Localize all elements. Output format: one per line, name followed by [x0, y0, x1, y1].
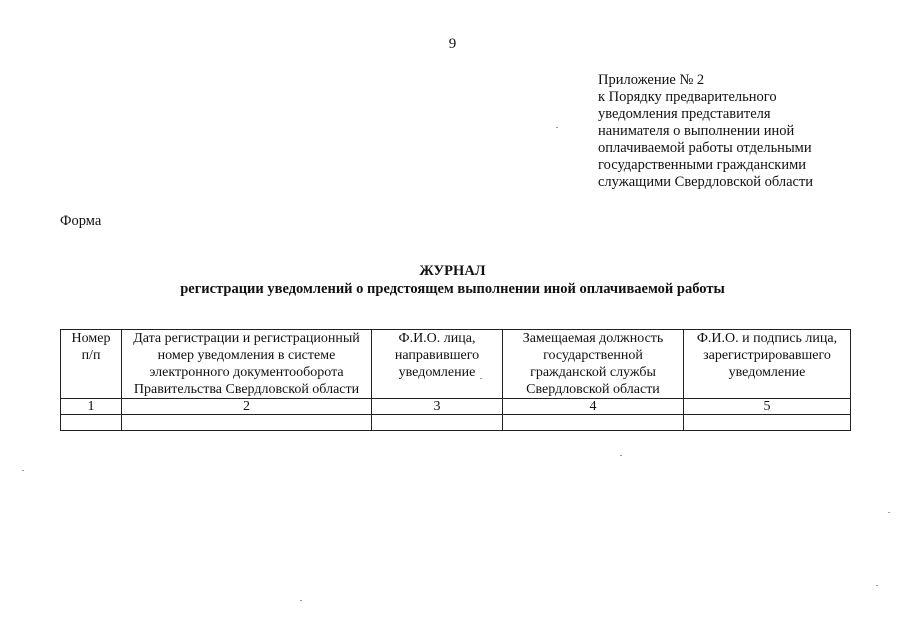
appendix-line: служащими Свердловской области	[598, 174, 814, 190]
empty-cell	[122, 415, 372, 431]
scan-speck	[876, 585, 878, 586]
journal-table	[60, 329, 851, 431]
scan-speck	[888, 512, 890, 513]
column-number: 3	[372, 399, 503, 415]
column-number: 2	[122, 399, 372, 415]
column-number-row	[61, 399, 851, 415]
empty-cell	[372, 415, 503, 431]
scan-speck	[556, 127, 558, 128]
empty-cell	[503, 415, 684, 431]
title-line-1: ЖУРНАЛ	[419, 263, 486, 279]
empty-cell	[61, 415, 122, 431]
appendix-note	[598, 72, 888, 191]
column-number: 4	[503, 399, 684, 415]
header-cell-registrar: Ф.И.О. и подпись лица, зарегистрировавшего уведомление	[684, 330, 851, 399]
scan-speck	[22, 470, 24, 471]
scan-speck	[480, 378, 482, 379]
column-number: 1	[61, 399, 122, 415]
table-row	[61, 415, 851, 431]
header-cell-position: Замещаемая должность государственной гражданской службы Свердловской области	[503, 330, 684, 399]
scan-speck	[620, 455, 622, 456]
appendix-line: государственными гражданскими	[598, 157, 807, 173]
appendix-line: к Порядку предварительного	[598, 89, 777, 105]
empty-cell	[684, 415, 851, 431]
header-cell-sender-name: Ф.И.О. лица, направившего уведомление	[372, 330, 503, 399]
appendix-line: уведомления представителя	[598, 106, 771, 122]
table-header-row	[61, 330, 851, 399]
column-number: 5	[684, 399, 851, 415]
appendix-line: оплачиваемой работы отдельными	[598, 140, 812, 156]
title-line-2: регистрации уведомлений о предстоящем выполнении иной оплачиваемой работы	[180, 281, 725, 297]
header-cell-registration: Дата регистрации и регистрационный номер уведомления в системе электронного документооборота Правительства Свердловской области	[122, 330, 372, 399]
appendix-line: Приложение № 2	[598, 72, 705, 88]
form-label: Форма	[60, 213, 102, 229]
page-number: 9	[448, 36, 457, 52]
scan-speck	[300, 600, 302, 601]
header-cell-number: Номер п/п	[61, 330, 122, 399]
document-title	[0, 262, 905, 298]
appendix-line: нанимателя о выполнении иной	[598, 123, 795, 139]
